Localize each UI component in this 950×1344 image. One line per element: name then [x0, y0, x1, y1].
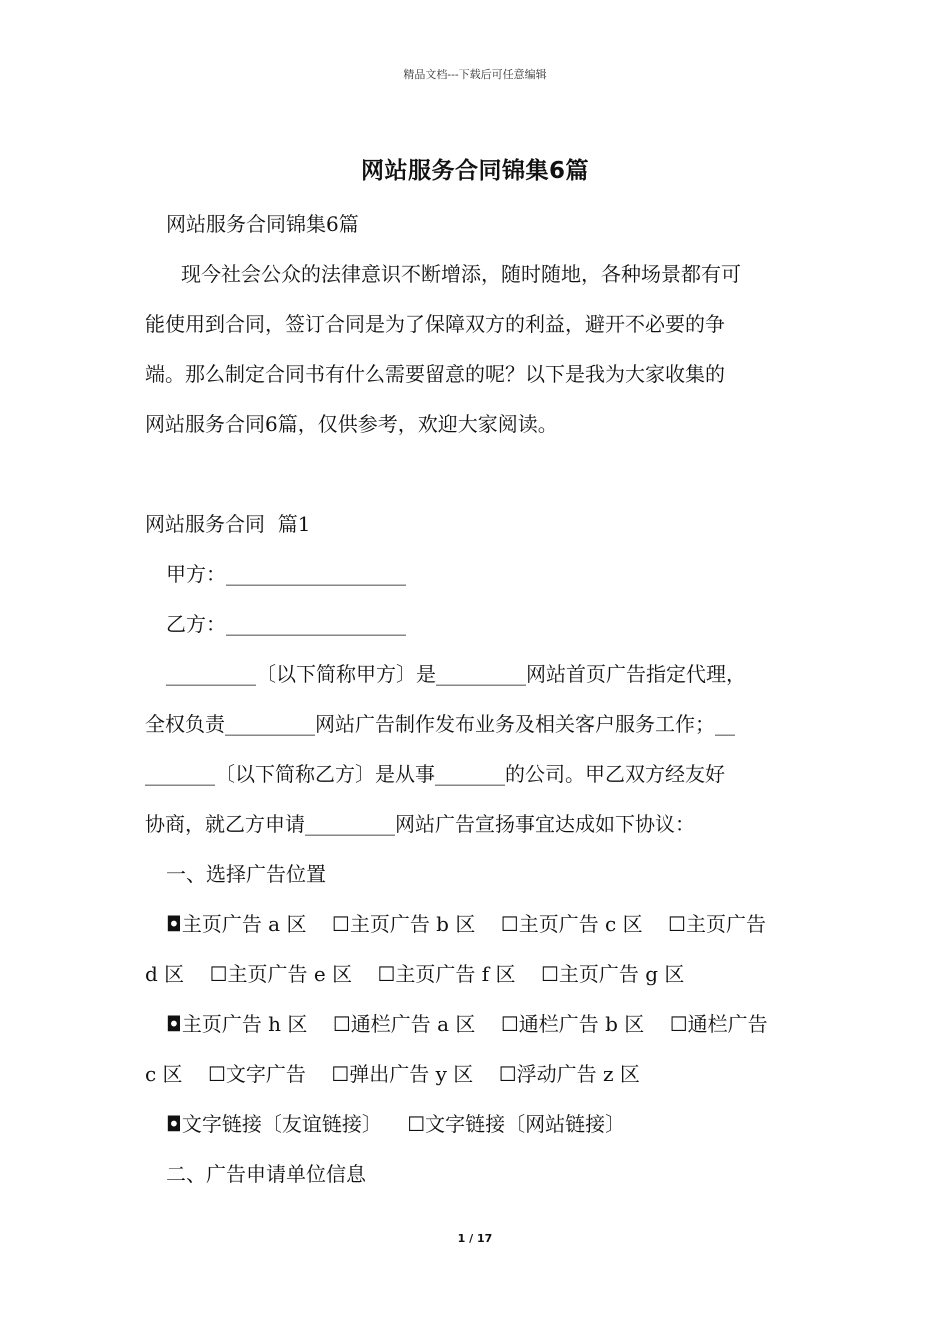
page-number: 1 / 17 [457, 1232, 493, 1245]
intro-line-1: 现今社会公众的法律意识不断增添，随时随地，各种场景都有可 [181, 262, 741, 286]
page-header: 精品文档---下载后可任意编辑 [403, 68, 547, 81]
options-line-5: ◘文字链接〔友谊链接〕 ☐文字链接〔网站链接〕 [166, 1112, 626, 1136]
body-line-3: _______〔以下简称乙方〕是从事_______的公司。甲乙双方经友好 [145, 762, 725, 786]
options-line-1: ◘主页广告 a 区 ☐主页广告 b 区 ☐主页广告 c 区 ☐主页广告 [166, 912, 766, 936]
intro-line-3: 端。那么制定合同书有什么需要留意的呢？以下是我为大家收集的 [145, 362, 725, 386]
options-line-3: ◘主页广告 h 区 ☐通栏广告 a 区 ☐通栏广告 b 区 ☐通栏广告 [166, 1012, 768, 1036]
options-line-2: d 区 ☐主页广告 e 区 ☐主页广告 f 区 ☐主页广告 g 区 [145, 962, 685, 986]
party-b-line: 乙方：__________________ [166, 612, 406, 636]
party-a-line: 甲方：__________________ [166, 562, 406, 586]
body-line-1: _________〔以下简称甲方〕是_________网站首页广告指定代理， [166, 662, 746, 686]
item-2-heading: 二、广告申请单位信息 [166, 1162, 366, 1186]
options-line-4: c 区 ☐文字广告 ☐弹出广告 y 区 ☐浮动广告 z 区 [145, 1062, 640, 1086]
body-line-2: 全权负责_________网站广告制作发布业务及相关客户服务工作；__ [145, 712, 735, 736]
document-title: 网站服务合同锦集6篇 [360, 158, 589, 184]
item-1-heading: 一、选择广告位置 [166, 862, 326, 886]
intro-line-4: 网站服务合同6篇，仅供参考，欢迎大家阅读。 [145, 412, 558, 436]
intro-line-2: 能使用到合同，签订合同是为了保障双方的利益，避开不必要的争 [145, 312, 725, 336]
body-line-4: 协商，就乙方申请_________网站广告宣扬事宜达成如下协议： [145, 812, 695, 836]
subtitle: 网站服务合同锦集6篇 [166, 212, 359, 236]
section-heading: 网站服务合同 篇1 [145, 512, 311, 536]
